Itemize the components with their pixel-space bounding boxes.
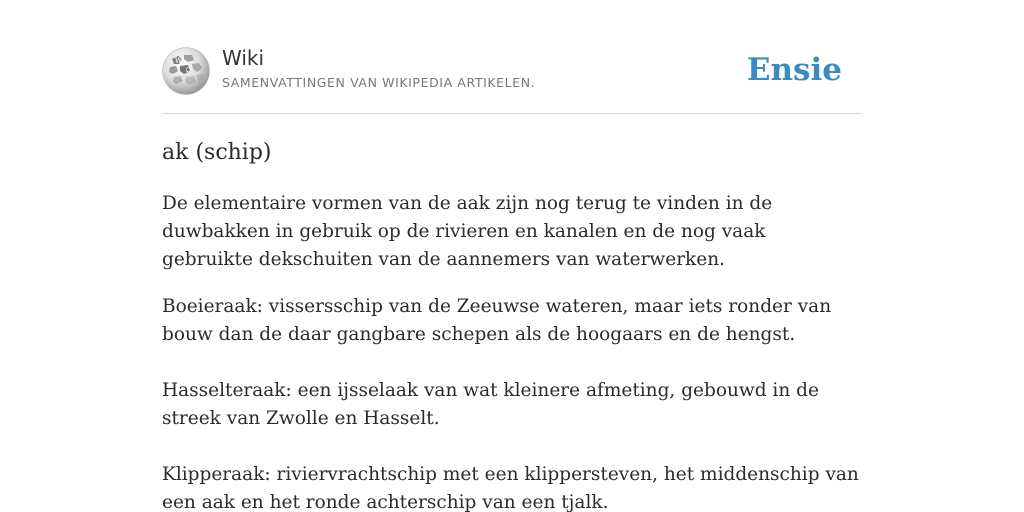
svg-text:W: W (175, 57, 183, 65)
page-container (162, 0, 862, 512)
site-tagline: SAMENVATTINGEN VAN WIKIPEDIA ARTIKELEN. (222, 75, 536, 90)
article-title: ak (schip) (162, 140, 272, 165)
article-body (162, 293, 862, 512)
site-header (162, 0, 862, 114)
svg-text:Ω: Ω (186, 67, 191, 74)
list-item: Hasselteraak: een ijsselaak van wat kleinere afmeting, gebouwd in de streek van Zwolle en Hasselt. (162, 380, 819, 429)
article-intro: De elementaire vormen van de aak zijn nog terug te vinden in de duwbakken in gebruik op de rivieren en kanalen en de nog vaak gebruikte dekschuiten van de aannemers van waterwerken. (162, 193, 773, 270)
list-item: Boeieraak: vissersschip van de Zeeuwse wateren, maar iets ronder van bouw dan de daar gangbare schepen als de hoogaars en de hengst. (162, 296, 832, 345)
wikipedia-globe-icon[interactable] (162, 47, 210, 95)
site-title[interactable]: Wiki (222, 46, 265, 70)
brand-logo[interactable]: Ensie (746, 52, 842, 88)
list-item: Klipperaak: riviervrachtschip met een klippersteven, het middenschip van een aak en het ronde achterschip van een tjalk. (162, 464, 859, 512)
